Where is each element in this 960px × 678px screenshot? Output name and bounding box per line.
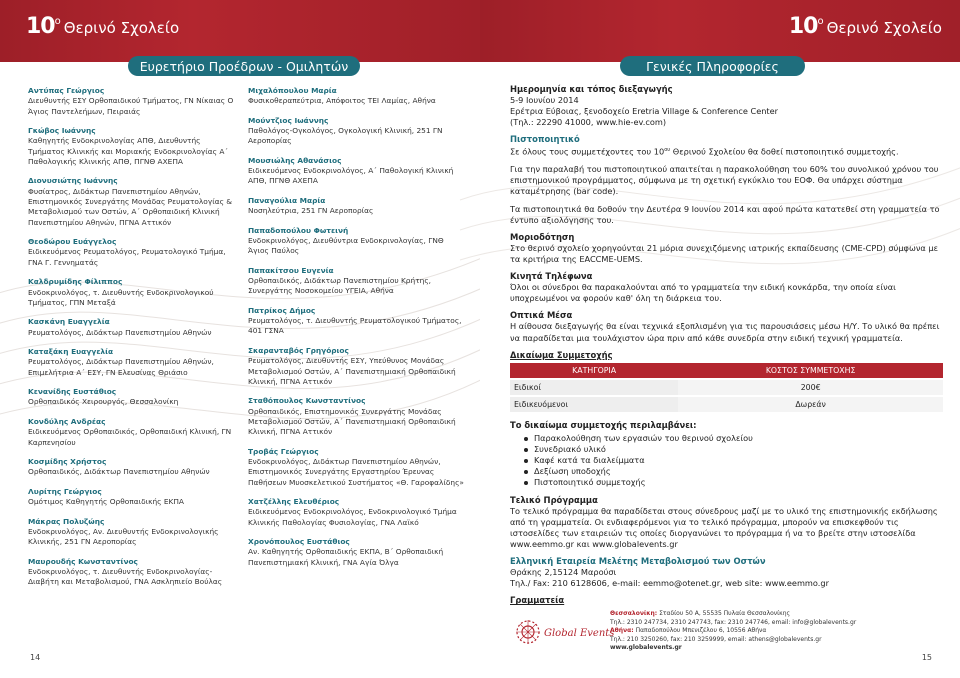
- speaker-name: Παπακίτσου Ευγενία: [248, 265, 334, 275]
- brand-title: Θερινό Σχολείο: [826, 19, 942, 37]
- speaker-entry: [28, 176, 236, 227]
- speaker-entry: [248, 346, 464, 387]
- thessaloniki-contact: Τηλ.: 2310 247734, 2310 247743, fax: 2310 247746, email: info@globalevents.gr: [610, 618, 857, 626]
- header-bar: [480, 0, 960, 62]
- speaker-entry: [28, 317, 236, 338]
- speaker-role: Ορθοπαιδικός, Διδάκτωρ Πανεπιστημίου Αθηνών: [28, 467, 210, 477]
- speaker-name: Κοσμίδης Χρήστος: [28, 457, 107, 466]
- speaker-entry: [28, 417, 236, 448]
- speaker-name: Μούντζιος Ιωάννης: [248, 115, 329, 125]
- brand-number: 10: [26, 14, 55, 39]
- brand-logo: [789, 14, 942, 39]
- fees-col-category: ΚΑΤΗΓΟΡΙΑ: [510, 363, 678, 379]
- av-heading: Οπτικά Μέσα: [510, 310, 573, 321]
- speaker-entry: [28, 457, 236, 478]
- speaker-name: Γκώβος Ιωάννης: [28, 126, 96, 136]
- speaker-role: Ορθοπαιδικός Χειρουργός, Θεσσαλονίκη: [28, 397, 179, 407]
- speaker-entry: [28, 237, 236, 268]
- speaker-role: Διευθυντής ΕΣΥ Ορθοπαιδικού Τμήματος, ΓΝ Νίκαιας Ο Άγιος Παντελεήμων, Πειραιάς: [28, 96, 234, 116]
- table-row: [510, 379, 943, 396]
- brand-number: 10: [788, 14, 818, 39]
- speaker-entry: [28, 517, 236, 548]
- speaker-entry: [248, 156, 464, 187]
- speaker-name: Κασκάνη Ευαγγελία: [28, 317, 110, 327]
- speaker-role: Ρευματολόγος, Διευθυντής ΕΣΥ, Υπεύθυνος Μονάδας Μεταβολισμού Οστών, Α΄ Πανεπιστημιακή Ορθοπαιδική Κλινική, ΠΓΝΑ Αττικόν: [248, 356, 456, 386]
- brand-title: Θερινό Σχολείο: [63, 19, 180, 37]
- speaker-name: Αντύπας Γεώργιος: [28, 86, 105, 95]
- secretariat-block: [510, 610, 942, 656]
- speaker-name: Κονδύλης Ανδρέας: [28, 416, 106, 426]
- certificate-heading: Πιστοποιητικό: [510, 134, 580, 145]
- certificate-p3: Τα πιστοποιητικά θα δοθούν την Δευτέρα 9 Ιουνίου 2014 και αφού πρώτα κατατεθεί στη γραμματεία το έντυπο αξιολόγησης του.: [510, 203, 940, 225]
- date-place-heading: Ημερομηνία και τόπος διεξαγωγής: [510, 84, 673, 94]
- speaker-role: Ειδικευόμενος Ενδοκρινολόγος, Ενδοκρινολογικό Τμήμα Κλινικής Παθολογίας Φυσιολογίας, ΓΝΑ Λαϊκό: [248, 507, 457, 527]
- certificate-p2: Για την παραλαβή του πιστοποιητικού απαιτείται η παρακολούθηση του 60% του συνολικού χρόνου του επιστημονικού προγράμματος, σύμφωνα με τη σχετική εγκύκλιο του ΕΟΦ. Θα υπάρχει σύστημα καταμέτρησης (bar code).: [510, 164, 939, 197]
- certificate-p1: [510, 145, 942, 158]
- speaker-entry: [248, 266, 464, 297]
- global-events-logo: [510, 610, 615, 654]
- program-text: Το τελικό πρόγραμμα θα παραδίδεται στους σύνεδρους μαζί με το υλικό της επιστημονικής εκδήλωσης από τη γραμματεία. Οι ενδιαφερόμενοι για το τελικό πρόγραμμα, μπορούν να επισκεφθούν τις ιστοσελίδες των εταιρειών τις οποίες διοργανώνει το πρόγραμμα ή να το βρείτε στην ιστοσελίδα www.eemmo.gr και www.globalevents.gr: [510, 505, 938, 549]
- speaker-name: Σκαρανταβός Γρηγόριος: [248, 345, 349, 355]
- speaker-role: Ρευματολόγος, τ. Διευθυντής Ρευματολογικού Τμήματος, 401 ΓΣΝΑ: [248, 316, 462, 336]
- speaker-role: Νοσηλεύτρια, 251 ΓΝ Αεροπορίας: [248, 206, 374, 216]
- speaker-role: Ενδοκρινολόγος, τ. Διευθυντής Ενδοκρινολογικού Τμήματος, ΓΠΝ Μεταξά: [28, 287, 214, 307]
- speaker-role: Ενδοκρινολόγος, Διδάκτωρ Πανεπιστημίου Αθηνών, Επιστημονικός Συνεργάτης Εργαστηρίου Έρευνας Παθήσεων Μυοσκελετικού Συστήματος «Θ. Γαροφαλίδης»: [248, 457, 464, 487]
- speaker-entry: [248, 116, 464, 147]
- web-link[interactable]: www.globalevents.gr: [610, 644, 682, 652]
- speaker-name: Λυρίτης Γεώργιος: [28, 486, 102, 496]
- speaker-entry: [28, 86, 236, 117]
- speaker-entry: [248, 86, 464, 107]
- speaker-name: Μάκρας Πολυζώης: [28, 516, 105, 526]
- speaker-role: Φυσίατρος, Διδάκτωρ Πανεπιστημίου Αθηνών, Επιστημονικός Συνεργάτης Μονάδας Ρευματολογίας & Μεταβολισμού των Οστών, Α΄ Ορθοπαιδική Κλινική Πανεπιστημίου Αθηνών, ΠΓΝΑ Αττικόν: [28, 186, 233, 227]
- speaker-name: Μιχαλόπουλου Μαρία: [248, 86, 337, 95]
- speaker-name: Μουσιώλης Αθανάσιος: [248, 155, 342, 165]
- speaker-entry: [28, 126, 236, 167]
- speaker-role: Ορθοπαιδικός, Επιστημονικός Συνεργάτης Μονάδας Μεταβολισμού Οστών, Α΄ Πανεπιστημιακή Ορθοπαιδική Κλινική, ΠΓΝΑ Αττικόν: [248, 406, 456, 437]
- secretariat-contacts: [610, 610, 856, 652]
- speaker-role: Ειδικευόμενος Ορθοπαιδικός, Ορθοπαιδική Κλινική, ΓΝ Καρπενησίου: [28, 427, 232, 447]
- athens-contact: Τηλ.: 210 3250260, fax: 210 3259999, email: athens@globalevents.gr: [610, 635, 822, 643]
- phones-heading: Κινητά Τηλέφωνα: [510, 271, 593, 282]
- general-info: [510, 84, 942, 656]
- includes-heading: Το δικαίωμα συμμετοχής περιλαμβάνει:: [510, 419, 697, 430]
- section-title: Γενικές Πληροφορίες: [620, 56, 805, 76]
- thessaloniki-address: Σταδίου 50 Α, 55535 Πυλαία Θεσσαλονίκης: [659, 610, 791, 618]
- athens-address: Παπαδοπούλου Μπενιζέλου 6, 10556 Αθήνα: [635, 627, 767, 635]
- speaker-entry: [28, 277, 236, 308]
- svg-text:Global Events: Global Events: [544, 628, 615, 640]
- section-title: Ευρετήριο Προέδρων - Ομιλητών: [128, 56, 360, 76]
- av-text: Η αίθουσα διεξαγωγής θα είναι τεχνικά εξοπλισμένη για τις παρουσιάσεις μέσω Η/Υ. Το υλικό θα πρέπει να παραδίδεται μια τουλάχιστον ώρα πριν από κάθε συνεδρία στην ειδική τεχνική γραμματεία.: [510, 321, 940, 343]
- speaker-name: Καλδρυμίδης Φίλιππος: [28, 277, 123, 287]
- fees-col-cost: ΚΟΣΤΟΣ ΣΥΜΜΕΤΟΧΗΣ: [678, 363, 943, 379]
- speaker-role: Παθολόγος-Ογκολόγος, Ογκολογική Κλινική, 251 ΓΝ Αεροπορίας: [248, 126, 443, 146]
- speaker-name: Κενανίδης Ευστάθιος: [28, 387, 117, 397]
- thessaloniki-label: Θεσσαλονίκη:: [610, 610, 658, 618]
- speaker-name: Σταθόπουλος Κωνσταντίνος: [248, 396, 366, 406]
- credits-text: Στο θερινό σχολείο χορηγούνται 21 μόρια συνεχιζόμενης ιατρικής εκπαίδευσης (CME-CPD) σύμφωνα με τα κριτήρια της EACCME-UEMS.: [510, 242, 939, 264]
- speaker-entry: [28, 557, 236, 588]
- av-block: [510, 310, 942, 343]
- speaker-role: Αν. Καθηγητής Ορθοπαιδικής ΕΚΠΑ, Β΄ Ορθοπαιδική Πανεπιστημιακή Κλινική, ΓΝΑ Αγία Όλγα: [248, 547, 444, 567]
- speaker-entry: [248, 306, 464, 337]
- date-place-block: [510, 84, 942, 128]
- society-heading: Ελληνική Εταιρεία Μελέτης Μεταβολισμού των Οστών: [510, 556, 766, 567]
- speaker-name: Καταξάκη Ευαγγελία: [28, 347, 114, 357]
- credits-heading: Μοριοδότηση: [510, 231, 575, 242]
- speaker-name: Παναγούλια Μαρία: [248, 195, 326, 205]
- right-page: [480, 0, 960, 678]
- speaker-role: Φυσικοθεραπεύτρια, Απόφοιτος ΤΕΙ Λαμίας, Αθήνα: [248, 96, 436, 106]
- list-item: Πιστοποιητικό συμμετοχής: [524, 477, 942, 488]
- speaker-entry: [248, 447, 464, 488]
- speaker-role: Ενδοκρινολόγος, Διευθύντρια Ενδοκρινολογίας, ΓΝΘ Άγιος Παύλος: [248, 236, 444, 256]
- speaker-entry: [248, 196, 464, 217]
- speaker-name: Μαυρουδής Κωνσταντίνος: [28, 556, 138, 566]
- includes-list: [510, 433, 942, 488]
- speaker-role: Ομότιμος Καθηγητής Ορθοπαιδικής ΕΚΠΑ: [28, 497, 184, 507]
- credits-block: [510, 232, 942, 265]
- list-item: Συνεδριακό υλικό: [524, 444, 942, 455]
- speaker-entry: [248, 396, 464, 437]
- program-heading: Τελικό Πρόγραμμα: [510, 494, 598, 505]
- list-item: Δεξίωση υποδοχής: [524, 466, 942, 477]
- fees-table: [510, 363, 943, 412]
- header-bar: [0, 0, 480, 62]
- speakers-column-2: [248, 86, 464, 577]
- brand-logo: [26, 14, 179, 39]
- certificate-p1-sup: ου: [664, 147, 671, 154]
- table-row: [510, 396, 943, 412]
- fee-cost: 200€: [678, 379, 943, 396]
- speaker-name: Παπαδοπούλου Φωτεινή: [248, 225, 349, 235]
- speakers-column-1: [28, 86, 236, 597]
- venue-contact-line: (Τηλ.: 22290 41000, www.hie-ev.com): [510, 117, 667, 128]
- speaker-name: Θεοδώρου Ευάγγελος: [28, 237, 117, 247]
- fees-heading: Δικαίωμα Συμμετοχής: [510, 349, 613, 360]
- speaker-entry: [248, 537, 464, 568]
- society-contact: Τηλ./ Fax: 210 6128606, e-mail: eemmo@otenet.gr, web site: www.eemmo.gr: [510, 578, 829, 589]
- secretariat-heading: Γραμματεία: [510, 595, 565, 606]
- phones-text: Όλοι οι σύνεδροι θα παρακαλούνται από το γραμματεία την ειδική κονκάρδα, την οποία είναι υποχρεωμένοι να φορούν καθ' όλη τη διάρκεια του.: [510, 282, 896, 304]
- speaker-name: Τροβάς Γεώργιος: [248, 446, 319, 456]
- speaker-role: Ορθοπαιδικός, Διδάκτωρ Πανεπιστημίου Κρήτης, Συνεργάτης Νοσοκομείου ΥΓΕΙΑ, Αθήνα: [248, 276, 432, 296]
- speaker-name: Χρονόπουλος Ευστάθιος: [248, 537, 350, 547]
- speaker-entry: [28, 387, 236, 408]
- speaker-name: Πατρίκος Δήμος: [248, 305, 316, 315]
- date-line: 5-9 Ιουνίου 2014: [510, 95, 579, 106]
- speaker-role: Καθηγητής Ενδοκρινολογίας ΑΠΘ, Διευθυντής Τμήματος Κλινικής και Μοριακής Ενδοκρινολογίας Α΄ Παθολογικής Κλινικής ΑΠΘ, ΠΓΝΘ ΑΧΕΠΑ: [28, 136, 229, 166]
- brand-ordinal: ο: [817, 16, 824, 27]
- speaker-name: Χατζέλλης Ελευθέριος: [248, 497, 340, 507]
- society-address: Θράκης 2,15124 Μαρούσι: [510, 567, 617, 578]
- athens-label: Αθήνα:: [610, 627, 634, 635]
- page-number: 14: [30, 653, 41, 662]
- list-item: Παρακολούθηση των εργασιών του θερινού σχολείου: [524, 433, 942, 444]
- fee-category: Ειδικοί: [510, 379, 678, 396]
- venue-line: Ερέτρια Εύβοιας, ξενοδοχείο Eretria Village & Conference Center: [510, 106, 779, 117]
- speaker-role: Ενδοκρινολόγος, Αν. Διευθυντής Ενδοκρινολογικής Κλινικής, 251 ΓΝ Αεροπορίας: [28, 526, 219, 547]
- certificate-block: [510, 134, 942, 225]
- speaker-role: Ειδικευόμενος Ρευματολόγος, Ρευματολογικό Τμήμα, ΓΝΑ Γ. Γεννηματάς: [28, 247, 226, 267]
- phones-block: [510, 271, 942, 304]
- program-block: [510, 495, 942, 550]
- fee-category: Ειδικευόμενοι: [510, 396, 678, 412]
- speaker-role: Ειδικευόμενος Ενδοκρινολόγος, Α΄ Παθολογική Κλινική ΑΠΘ, ΠΓΝΘ ΑΧΕΠΑ: [248, 166, 454, 186]
- speaker-entry: [28, 347, 236, 378]
- society-block: [510, 556, 942, 589]
- speaker-name: Διονυσιώτης Ιωάννης: [28, 176, 118, 186]
- list-item: Καφέ κατά τα διαλείμματα: [524, 455, 942, 466]
- speaker-role: Ρευματολόγος, Διδάκτωρ Πανεπιστημίου Αθηνών, Επιμελήτρια Α΄ ΕΣΥ, ΓΝ Ελευσίνας Θριάσιο: [28, 357, 214, 377]
- certificate-p1-a: Σε όλους τους συμμετέχοντες του 10: [510, 147, 665, 158]
- fee-cost: Δωρεάν: [678, 396, 943, 412]
- speaker-role: Ρευματολόγος, Διδάκτωρ Πανεπιστημίου Αθηνών: [28, 327, 212, 337]
- speaker-entry: [28, 487, 236, 508]
- page-number: 15: [921, 653, 932, 662]
- certificate-p1-b: Θερινού Σχολείου θα δοθεί πιστοποιητικό συμμετοχής.: [670, 147, 899, 158]
- speaker-entry: [248, 226, 464, 257]
- speaker-entry: [248, 497, 464, 528]
- speaker-role: Ενδοκρινολόγος, τ. Διευθυντής Ενδοκρινολογίας-Διαβήτη και Μεταβολισμού, ΓΝΑ Ασκληπιείο Βούλας: [28, 566, 223, 587]
- brand-ordinal: ο: [54, 16, 61, 27]
